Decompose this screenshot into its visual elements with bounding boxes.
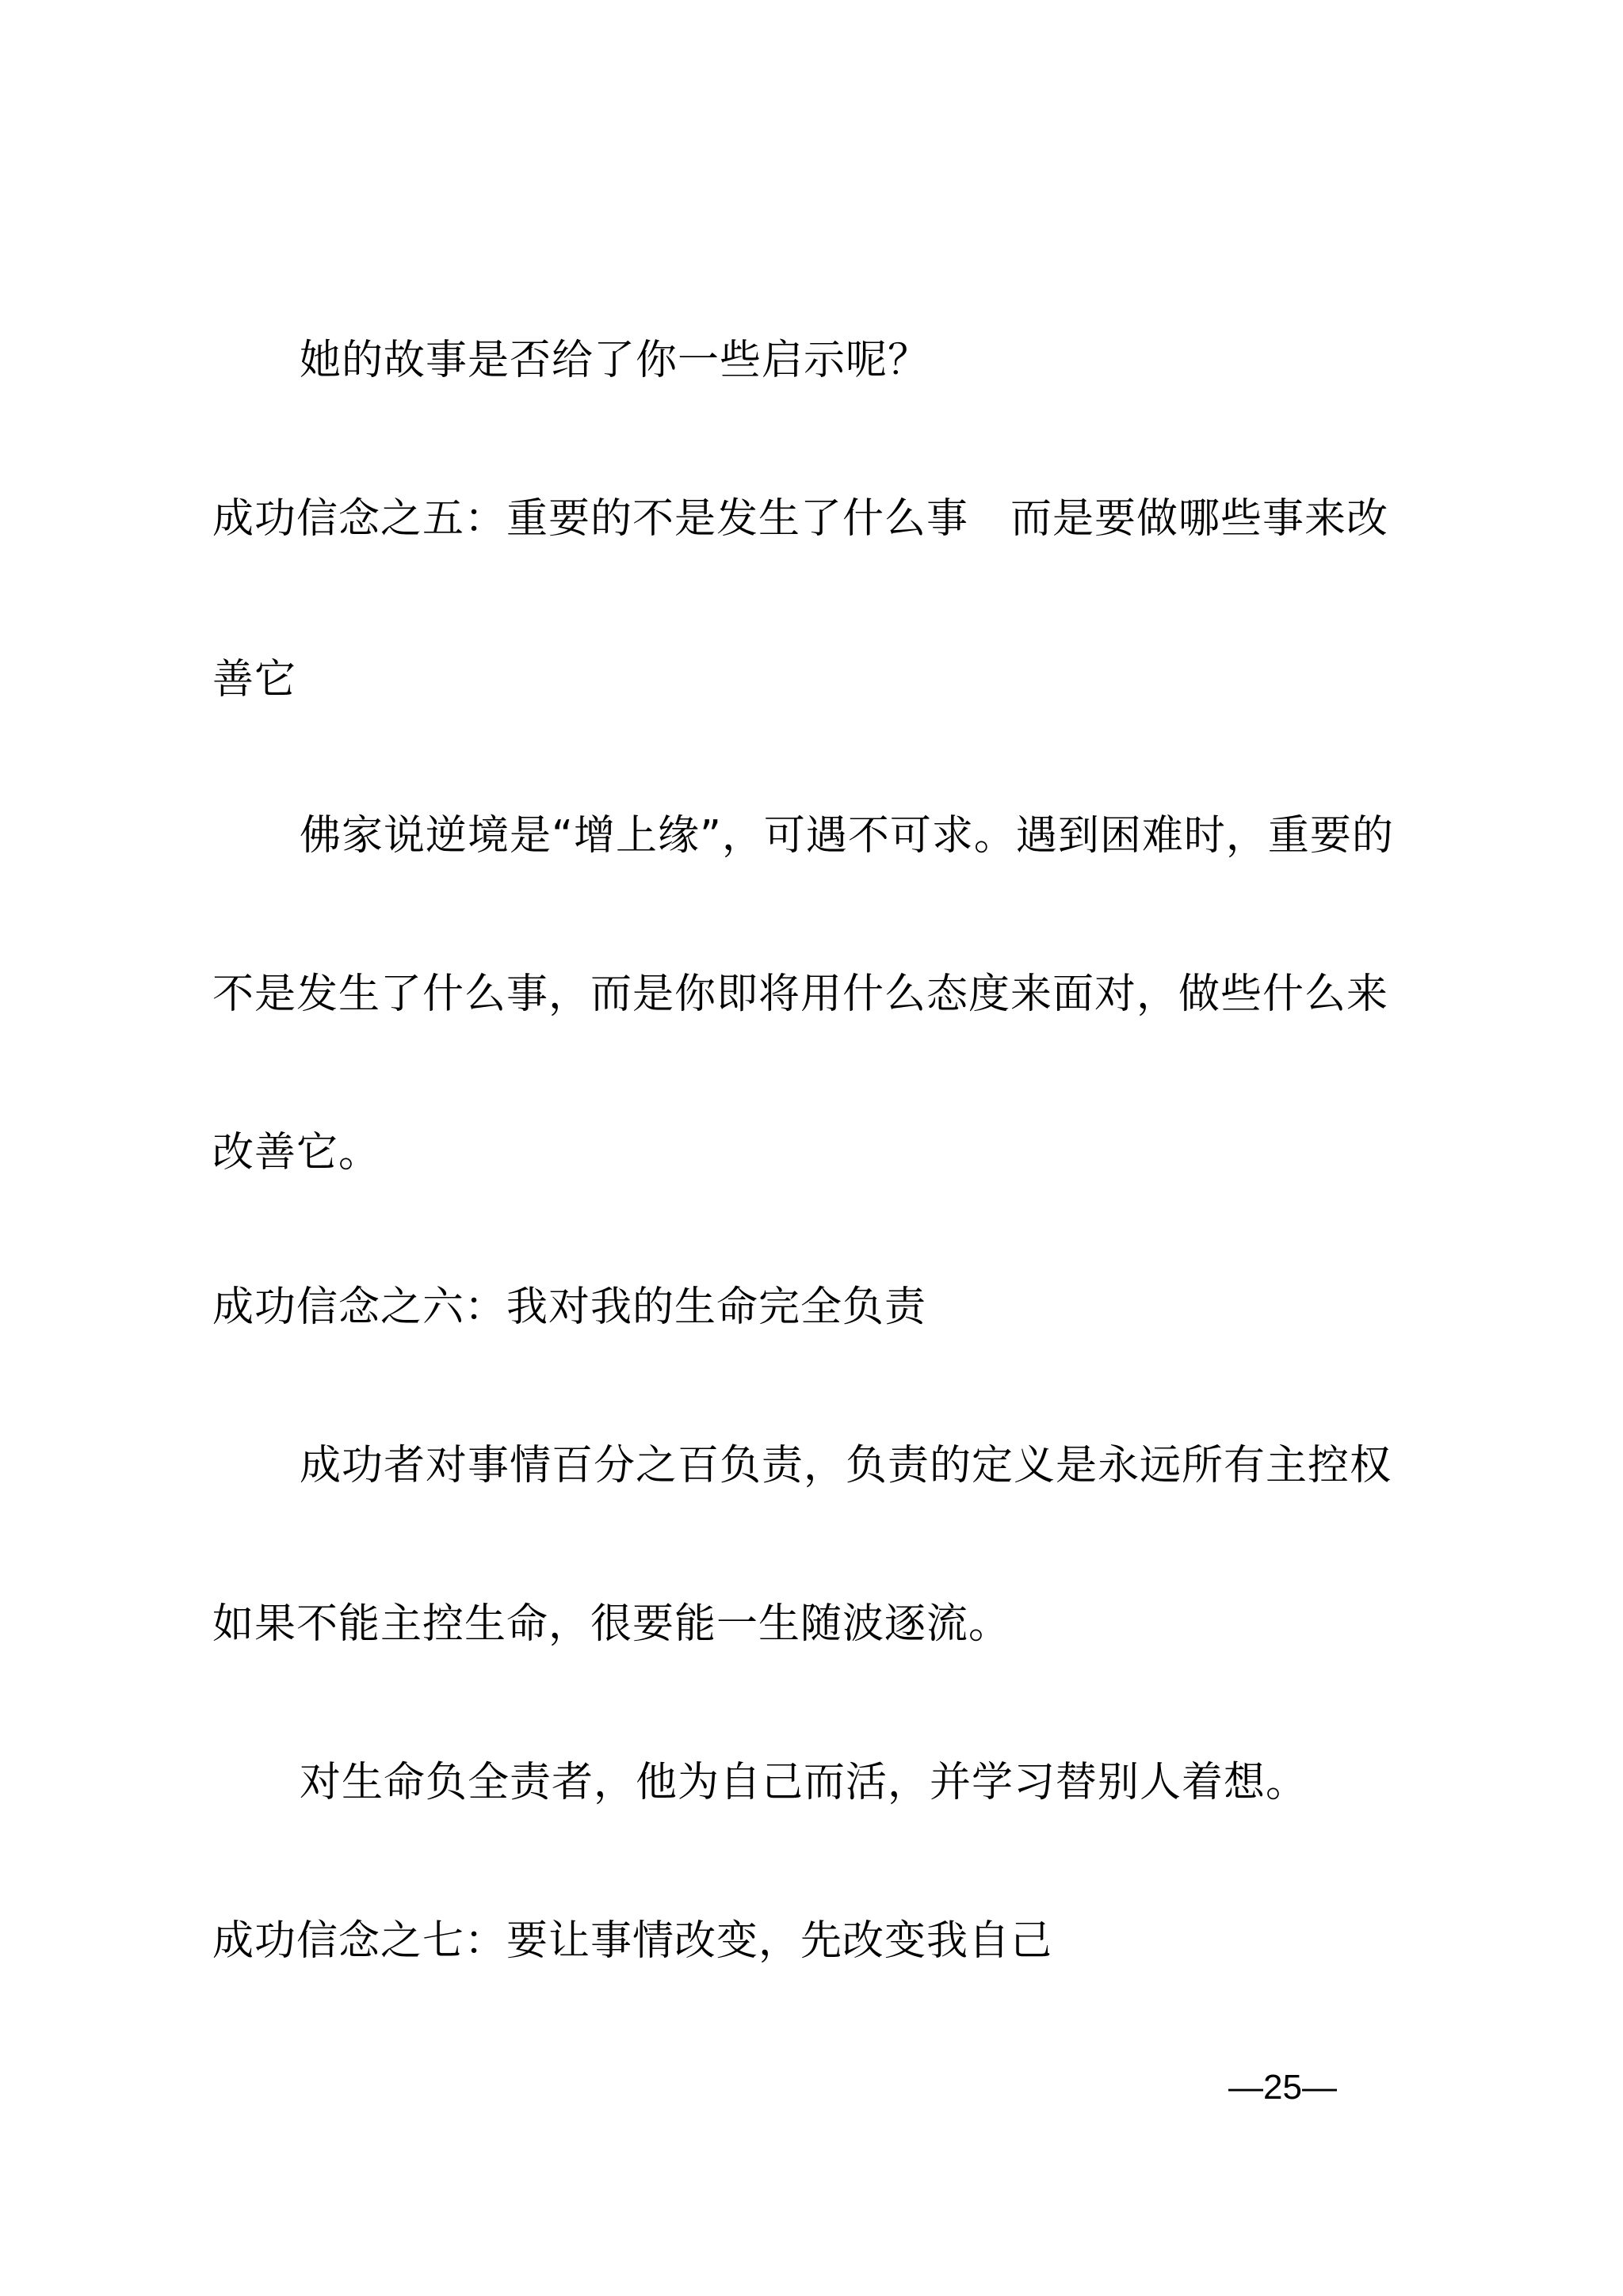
belief-six-heading: 成功信念之六：我对我的生命完全负责 xyxy=(212,1283,927,1331)
paragraph-line: 如果不能主控生命，很要能一生随波逐流。 xyxy=(212,1600,1011,1648)
belief-five-heading-line-1: 成功信念之五：重要的不是发生了什么事 而是要做哪些事来改 xyxy=(212,495,1389,543)
paragraph-line: 不是发生了什么事，而是你即将用什么态度来面对，做些什么来 xyxy=(212,971,1389,1018)
paragraph-line: 佛家说逆境是“增上缘”，可遇不可求。遇到困难时，重要的 xyxy=(300,812,1394,860)
belief-seven-heading: 成功信念之七：要让事情改变，先改变我自己 xyxy=(212,1917,1053,1965)
page-number: —25— xyxy=(1228,2068,1337,2107)
paragraph-line: 她的故事是否给了你一些启示呢？ xyxy=(300,337,930,384)
paragraph-line: 改善它。 xyxy=(212,1129,381,1177)
paragraph-line: 对生命负全责者，他为自己而活，并学习替别人着想。 xyxy=(300,1759,1308,1806)
belief-five-heading-line-2: 善它 xyxy=(212,656,297,704)
paragraph-line: 成功者对事情百分之百负责，负责的定义是永远所有主控权 xyxy=(300,1442,1392,1489)
